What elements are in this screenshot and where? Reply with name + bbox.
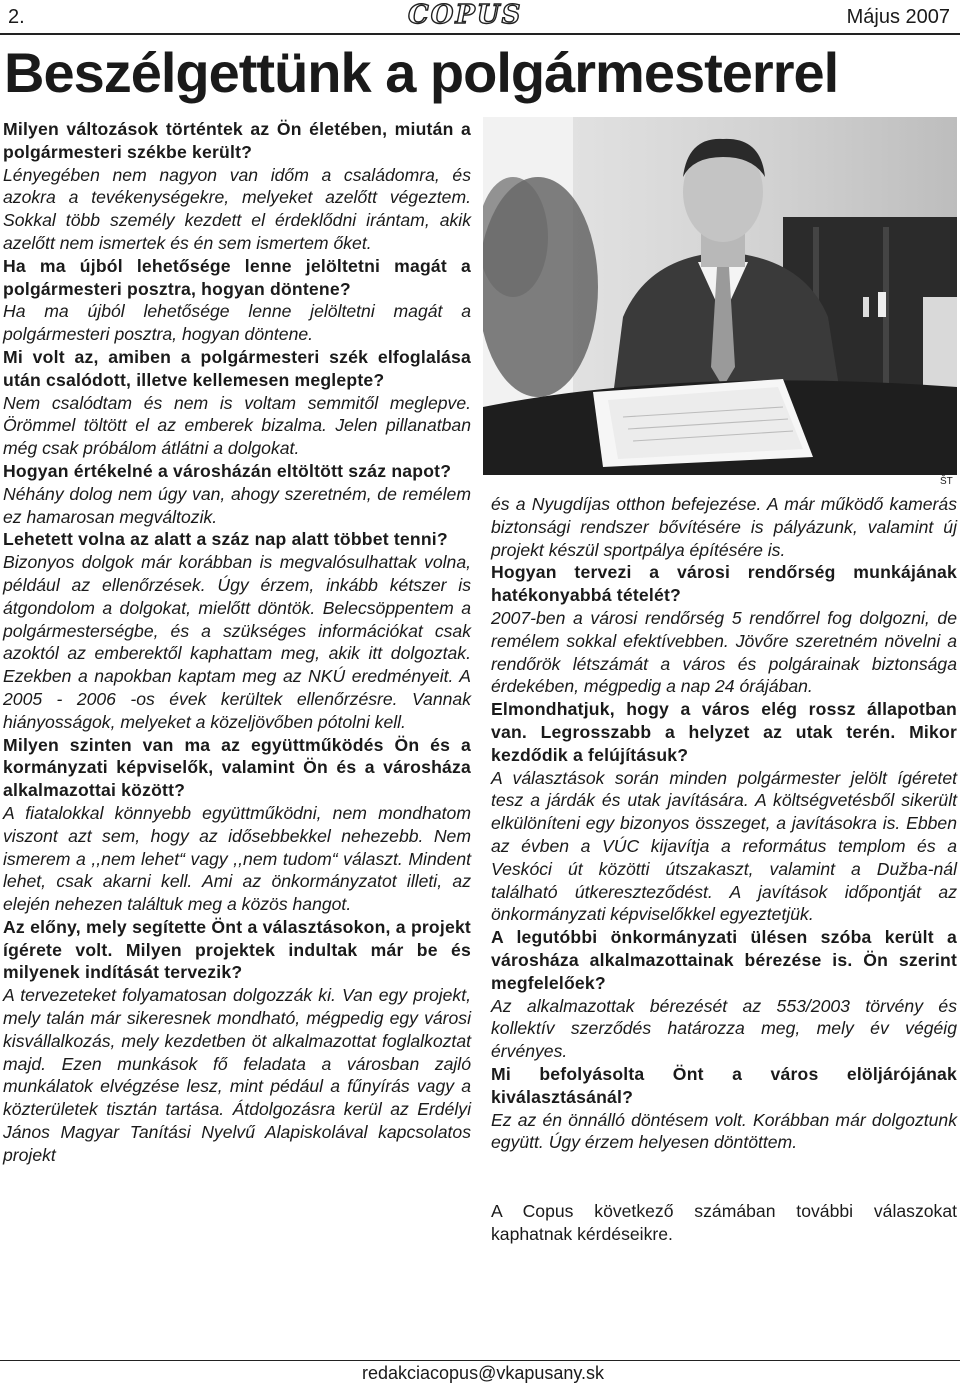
interview-answer: Nem csalódtam és nem is voltam semmitől meglepve. Örömmel töltött el az emberek bizalma. Jelen pillanatban még csak próbálom átlátni a dolgokat. (3, 392, 471, 459)
interview-answer: A tervezeteket folyamatosan dolgozzák ki. Van egy projekt, mely talán már sikeresnek mondható, mégpedig egy városi kisvállalkozás, mely kezdetben öt alkalmazottat foglalkoztat majd. Ezen munkások fő feladata a városban zajló munkálatok elvégzése lesz, mint pédául a fűnyírás vagy a közterületek tisztán tartása. Átdolgozásra kerül az Erdélyi János Magyar Tanítási Nyelvű Alapiskolával kapcsolatos projekt (3, 985, 471, 1165)
interview-answer: Ha ma újból lehetősége lenne jelöltetni magát a polgármesteri posztra, hogyan döntene. (3, 301, 471, 345)
mayor-photo-image (483, 117, 957, 475)
interview-question: Lehetett volna az alatt a száz nap alatt többet tenni? (3, 529, 448, 550)
interview-answer: 2007-ben a városi rendőrség 5 rendőrrel fog dolgozni, de remélem sokkal efektívebben. Jövőre szeretném növelni a rendőrök létszámát a város és polgárainak biztonsága érdekében, mégpedig a nap 24 órájában. (491, 607, 957, 697)
footer-rule (0, 1360, 960, 1361)
header-rule (0, 33, 960, 35)
interview-question: Milyen szinten van ma az együttműködés Ön és a kormányzati képviselők, valamint Ön és a városháza alkalmazottai között? (3, 734, 471, 801)
interview-question: Ha ma újból lehetősége lenne jelöltetni magát a polgármesteri posztra, hogyan döntene? (3, 255, 471, 299)
interview-question: Milyen változások történtek az Ön életében, miután a polgármesteri székbe került? (3, 119, 471, 162)
closing-note: A Copus következő számában további válaszokat kaphatnak kérdéseikre. (491, 1201, 957, 1244)
page-header (0, 0, 960, 36)
footer-email: redakciacopus@vkapusany.sk (362, 1363, 605, 1383)
interview-answer: A választások során minden polgármester jelölt ígéretet tesz a járdák és utak javítására. A költségvetésből sikerült elkülöníteni egy bizonyos összeget, a javításokra is. Ebben az évben a VÚC kijavítja a református templom és a Veskóci út közötti útszakaszt, valamint a Dužba-nál található útkereszteződést. A javítások időpontját az önkormányzati képviselőkkel egyeztetjük. (491, 767, 957, 925)
interview-question: Hogyan tervezi a városi rendőrség munkájának hatékonyabbá tételét? (491, 562, 957, 606)
page-number: 2. (8, 6, 25, 28)
interview-question: Elmondhatjuk, hogy a város elég rossz állapotban van. Legrosszabb a helyzet az utak terén. Mikor kezdődik a felújításuk? (491, 699, 957, 765)
interview-answer: Ez az én önnálló döntésem volt. Korábban már dolgoztunk együtt. Úgy érzem helyesen döntöttem. (491, 1109, 957, 1153)
interview-question: Az előny, mely segítette Önt a választásokon, a projekt ígérete volt. Milyen projektek indultak már be és milyenek indítását tervezik? (3, 916, 471, 983)
interview-question: Hogyan értékelné a városházán eltöltött száz napot? (3, 460, 452, 481)
interview-answer: Bizonyos dolgok már korábban is megvalósulhattak volna, például az ellenőrzések. Úgy érzem, inkább kétszer is átgondolom a dolgokat, mielőtt döntök. Belecsöppentem a polgármesterségbe, és a szükséges információkat csak azoktól az emberektől kaphattam meg, akik itt dolgoztak. Ezekben a napokban kaptam meg az NKÚ eredményeit. A 2005 - 2006 -os évek kerültek ellenőrzésre. Vannak hiányosságok, melyeket a közeljövőben pótolni kell. (3, 552, 471, 732)
interview-answer: Lényegében nem nagyon van időm a családomra, és azokra a tevékenységekre, melyeket azelőtt végeztem. Sokkal több személy kezdett el érdeklődni irántam, akik azelőtt nem ismertek és én sem ismertem őket. (3, 164, 471, 253)
interview-answer: A fiatalokkal könnyebb együttműködni, nem mondhatom viszont azt sem, hogy az idősebbekkel nehezebb. Nem ismerem a ,,nem lehet“ vagy ,,nem tudom“ választ. Mindent lehet, csak akarni kell. Ami az önkormányzatot illeti, az elején nehezen találtuk meg a közös hangot. (3, 802, 471, 915)
closing-spacer (491, 1154, 957, 1200)
interview-question: Mi volt az, amiben a polgármesteri szék elfoglalása után csalódott, illetve kellemesen meglepte? (3, 346, 471, 390)
issue-date: Május 2007 (846, 6, 950, 28)
masthead-logo: COPUS (408, 0, 523, 30)
article-headline: Beszélgettünk a polgármesterrel (4, 41, 839, 104)
left-column (3, 118, 471, 1167)
interview-answer: Néhány dolog nem úgy van, ahogy szeretném, de remélem ez hamarosan megváltozik. (3, 483, 471, 527)
interview-question: Mi befolyásolta Önt a város elöljárójának kiválasztásánál? (491, 1063, 957, 1107)
mayor-photo (483, 117, 957, 475)
interview-answer: és a Nyugdíjas otthon befejezése. A már működő kamerás biztonsági rendszer bővítésére is pályázunk, valamint új projekt készül sportpálya építésére is. (491, 494, 957, 560)
right-column (491, 493, 957, 1246)
interview-answer: Az alkalmazottak bérezését az 553/2003 törvény és kollektív szerződés határozza meg, mely év végéig érvényes. (491, 995, 957, 1062)
photo-credit: ŠT (940, 476, 953, 487)
interview-question: A legutóbbi önkormányzati ülésen szóba került a városháza alkalmazottainak bérezése is. Ön szerint megfelelőek? (491, 927, 957, 993)
